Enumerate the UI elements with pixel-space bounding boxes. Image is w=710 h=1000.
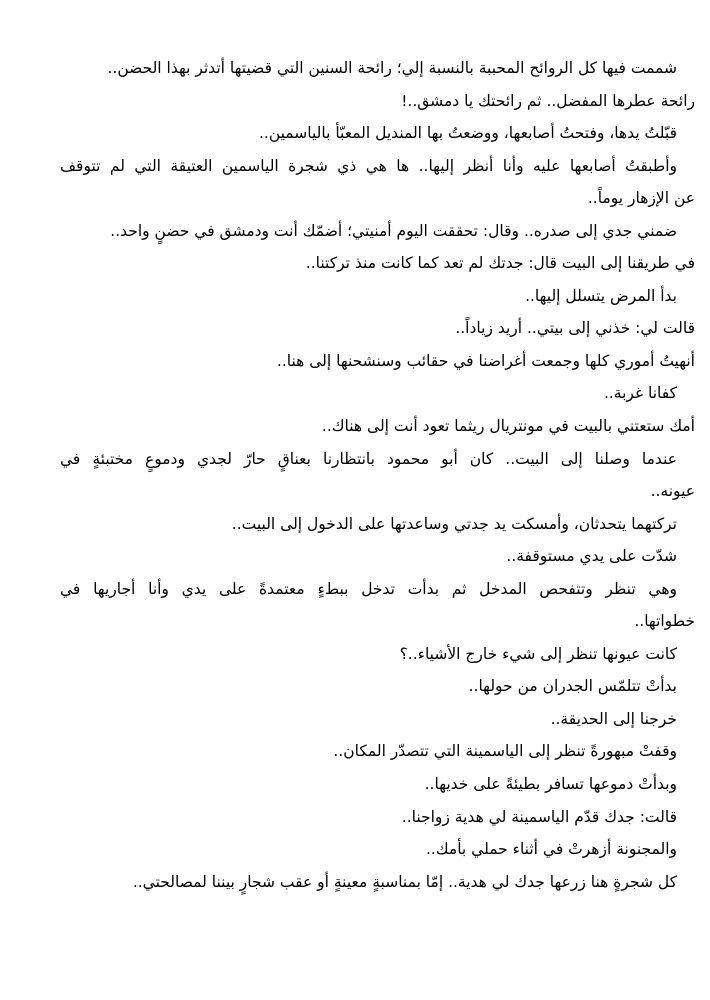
- text-line: بدأ المرض يتسلل إليها..: [525, 286, 677, 305]
- text-line: رائحة عطرها المفضل.. ثم رائحتك يا دمشق..!: [401, 91, 695, 110]
- text-line: وأطبقتُ أصابعها عليه وأنا أنظر إليها.. ها هي ذي شجرة الياسمين العتيقة التي لم تتوقف: [60, 156, 677, 175]
- text-line: قبّلتُ يدها، وفتحتُ أصابعها، ووضعتُ بها المنديل المعبّأ بالياسمين..: [258, 124, 677, 143]
- text-line: عن الإزهار يوماً..: [587, 189, 695, 208]
- text-line: أمك ستعتني بالبيت في مونتريال ريثما تعود أنت إلى هناك..: [321, 417, 695, 436]
- text-line: قالت لي: خذني إلى بيتي.. أريد زياداً..: [455, 319, 695, 338]
- text-line: أنهيتُ أموري كلها وجمعت أغراضنا في حقائب وسنشحنها إلى هنا..: [276, 351, 695, 370]
- text-line: ضمني جدي إلى صدره.. وقال: تحققت اليوم أمنيتي؛ أضمّك أنت ودمشق في حضنٍ واحد..: [110, 221, 677, 240]
- text-line: والمجنونة أزهرتْ في أثناء حملي بأمك..: [425, 840, 677, 859]
- text-line: وقفتْ مبهورةً تنظر إلى الياسمينة التي تتصدّر المكان..: [333, 742, 677, 761]
- text-line: كفانا غربة..: [603, 384, 677, 403]
- text-line: خرجنا إلى الحديقة..: [550, 709, 677, 728]
- text-line: خطواتها..: [634, 612, 695, 631]
- text-line: كل شجرةٍ هنا زرعها جدك لي هدية.. إمّا بمناسبةٍ معينةٍ أو عقب شجارٍ بيننا لمصالحتي..: [132, 872, 677, 891]
- text-line: قالت: جدك قدّم الياسمينة لي هدية زواجنا..: [401, 807, 677, 826]
- text-line: شممت فيها كل الروائح المحببة بالنسبة إلي؛ رائحة السنين التي قضيتها أتدثر بهذا الحضن..: [107, 59, 677, 77]
- text-line: عندما وصلنا إلى البيت.. كان أبو محمود بانتظارنا بعناقٍ حارّ لجدي ودموعٍ مختبئةٍ في: [60, 449, 677, 468]
- text-line: بدأتْ تتلمّس الجدران من حولها..: [468, 677, 677, 696]
- text-line: شدّت على يدي مستوقفة..: [506, 547, 677, 566]
- text-line: في طريقنا إلى البيت قال: جدتك لم تعد كما كانت منذ تركتنا..: [305, 254, 695, 273]
- text-line: تركتهما يتحدثان، وأمسكت يد جدتي وساعدتها على الدخول إلى البيت..: [231, 514, 677, 533]
- text-line: كانت عيونها تنظر إلى شيء خارج الأشياء..؟: [399, 644, 677, 663]
- arabic-text-body: [60, 52, 695, 898]
- text-line: وهي تنظر وتتفحص المدخل ثم بدأت تدخل ببطءٍ معتمدةً على يدي وأنا أجاريها في: [60, 579, 677, 598]
- text-line: عيونه..: [650, 482, 695, 501]
- text-line: وبدأتْ دموعها تسافر بطيئةً على خديها..: [424, 775, 677, 794]
